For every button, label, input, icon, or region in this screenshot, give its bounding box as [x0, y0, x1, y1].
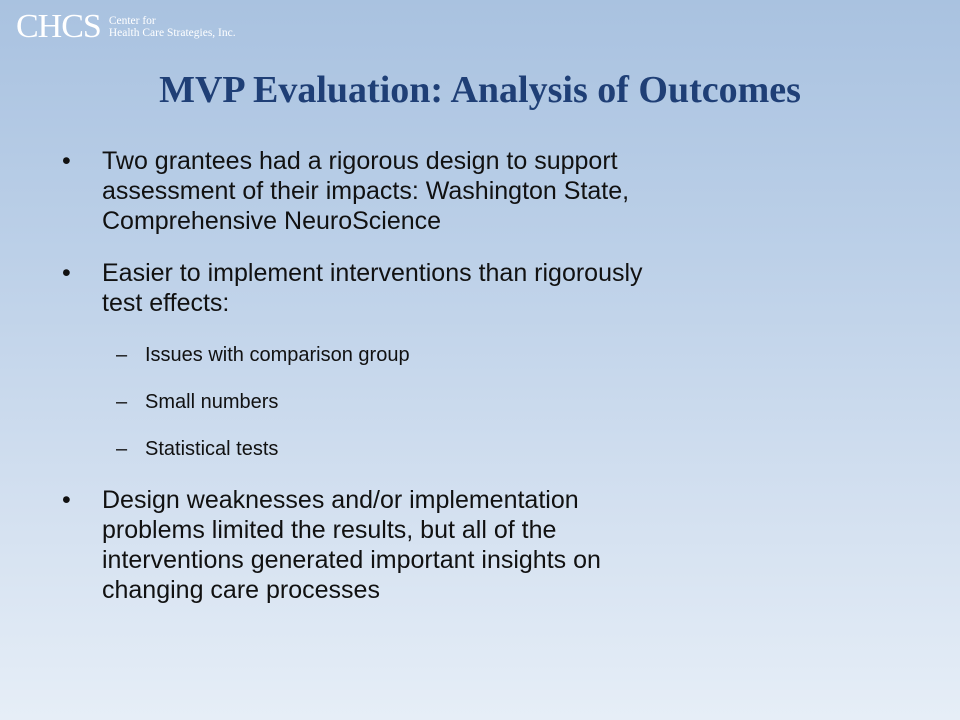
sub-bullet-dash: – [116, 344, 128, 366]
sub-bullet-text: Issues with comparison group [145, 344, 410, 366]
logo-mark: CHCS [16, 8, 101, 45]
bullet-line: assessment of their impacts: Washington State, [102, 177, 630, 205]
bullet-item [62, 258, 862, 318]
bullet-item [62, 485, 862, 605]
bullet-dot: • [62, 147, 71, 175]
chcs-logo [16, 10, 236, 44]
bullet-line: changing care processes [102, 576, 380, 604]
bullet-dot: • [62, 259, 71, 287]
sub-bullet-dash: – [116, 438, 128, 460]
sub-bullet-item [62, 437, 862, 461]
bullet-line: Easier to implement interventions than rigorously [102, 259, 643, 287]
slide-title: MVP Evaluation: Analysis of Outcomes [159, 69, 801, 111]
bullet-line: Comprehensive NeuroScience [102, 207, 442, 235]
bullet-line: problems limited the results, but all of the [102, 516, 557, 544]
logo-text-line1: Center for [108, 15, 156, 27]
sub-bullet-item [62, 390, 862, 414]
bullet-item [62, 146, 862, 236]
bullet-dot: • [62, 486, 71, 514]
sub-bullet-text: Statistical tests [145, 438, 279, 460]
sub-bullet-item [62, 343, 862, 367]
bullet-line: interventions generated important insights on [102, 546, 601, 574]
bullet-line: Design weaknesses and/or implementation [102, 486, 579, 514]
bullet-line: Two grantees had a rigorous design to support [102, 147, 618, 175]
logo-text-line2: Health Care Strategies, Inc. [108, 27, 236, 39]
bullet-line: test effects: [102, 289, 230, 317]
sub-bullet-text: Small numbers [145, 391, 279, 413]
sub-bullet-dash: – [116, 391, 128, 413]
logo-text [109, 15, 236, 39]
bullet-list [62, 146, 862, 605]
